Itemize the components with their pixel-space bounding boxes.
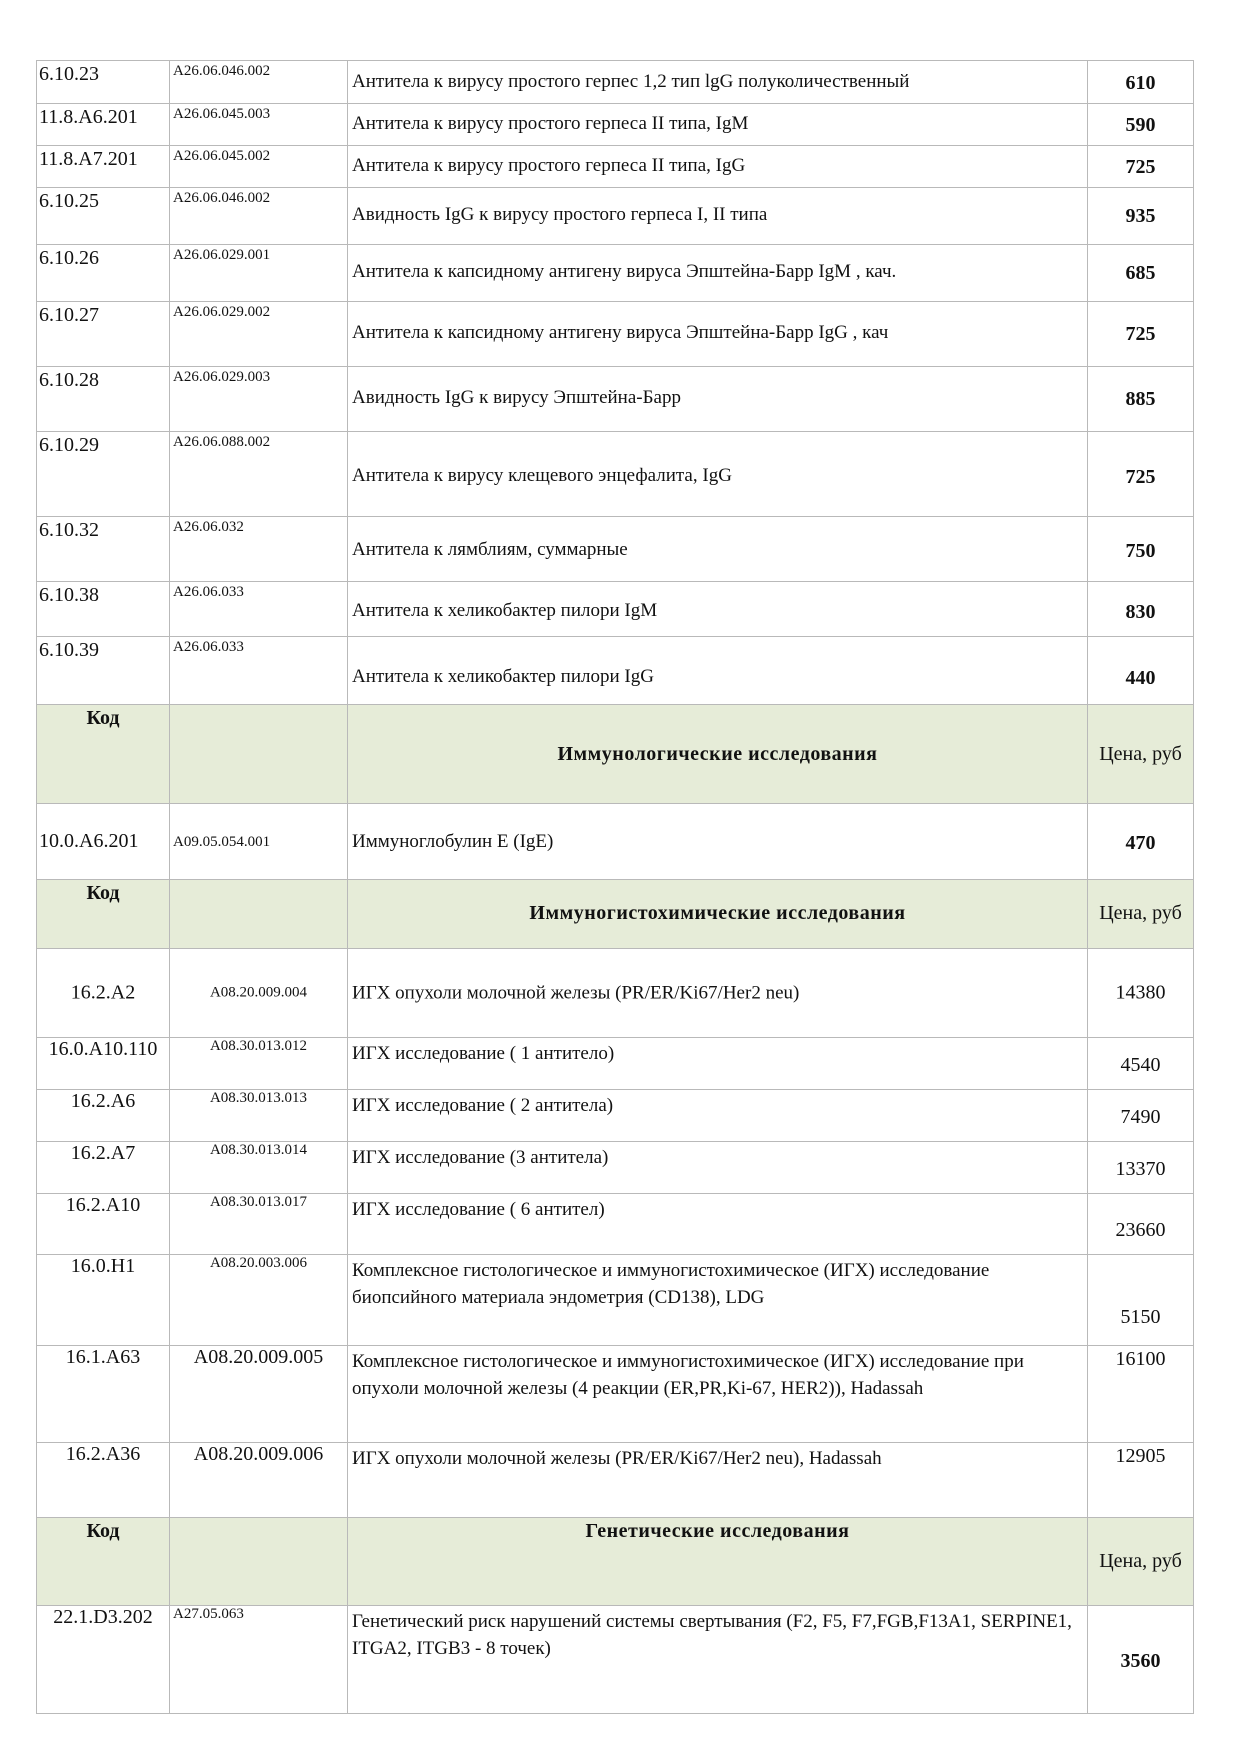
service-price: 4540 (1120, 1054, 1161, 1076)
table-row (37, 804, 1194, 880)
service-price: 23660 (1115, 1219, 1166, 1241)
code-column-header: Код (86, 1520, 120, 1542)
article-code: A08.30.013.017 (209, 1194, 308, 1210)
service-code: 10.0.A6.201 (39, 830, 139, 852)
service-name: ИГХ опухоли молочной железы (PR/ER/Ki67/Her2 neu) (352, 982, 800, 1004)
section-header (37, 1518, 1194, 1606)
service-name: Антитела к вирусу простого герпеса II типа, IgG (352, 155, 746, 176)
code-column-header: Код (86, 707, 120, 729)
table-row (37, 1090, 1194, 1142)
service-price: 610 (1125, 72, 1156, 94)
service-code: 16.2.A6 (70, 1090, 136, 1112)
service-code: 16.0.A10.110 (48, 1038, 158, 1060)
article-code: A26.06.088.002 (173, 434, 271, 450)
service-price: 5150 (1120, 1306, 1161, 1328)
table-row (37, 432, 1194, 517)
table-row (37, 1443, 1194, 1518)
section-title: Иммунологические исследования (557, 743, 878, 765)
service-price: 16100 (1115, 1348, 1166, 1370)
article-code: A08.20.009.006 (193, 1443, 324, 1465)
table-row (37, 1346, 1194, 1443)
service-price: 440 (1125, 667, 1156, 689)
article-code: A26.06.029.002 (173, 304, 271, 320)
section-header (37, 880, 1194, 949)
service-name: ИГХ исследование ( 1 антитело) (352, 1043, 615, 1064)
table-row (37, 1038, 1194, 1090)
table-row (37, 1194, 1194, 1255)
section-title: Иммуногистохимические исследования (529, 902, 906, 924)
service-name: Иммуноглобулин E (IgE) (352, 831, 554, 852)
service-code: 6.10.25 (39, 190, 99, 212)
table-row (37, 302, 1194, 367)
article-code: A26.06.029.003 (173, 369, 271, 385)
service-price: 830 (1125, 601, 1156, 623)
service-name: Антитела к хеликобактер пилори IgM (352, 600, 658, 621)
article-code: A08.30.013.012 (209, 1038, 308, 1054)
service-code: 22.1.D3.202 (53, 1606, 153, 1628)
table-row (37, 188, 1194, 245)
service-price: 685 (1125, 262, 1156, 284)
service-price: 7490 (1120, 1106, 1161, 1128)
table-row (37, 637, 1194, 705)
article-code: A26.06.045.003 (173, 106, 271, 122)
service-code: 6.10.28 (39, 369, 99, 391)
article-code: A08.30.013.014 (209, 1142, 308, 1158)
table-row (37, 367, 1194, 432)
service-price: 725 (1125, 466, 1156, 488)
service-price: 725 (1125, 156, 1156, 178)
service-code: 16.1.A63 (65, 1346, 141, 1368)
service-name: ИГХ исследование ( 6 антител) (352, 1199, 605, 1220)
service-name: Антитела к вирусу простого герпеса II типа, IgM (352, 113, 749, 134)
service-price: 590 (1125, 114, 1156, 136)
service-name: Антитела к хеликобактер пилори IgG (352, 666, 654, 687)
table-row (37, 146, 1194, 188)
article-code: A26.06.045.002 (173, 148, 271, 164)
service-name: ИГХ исследование (3 антитела) (352, 1147, 609, 1168)
service-code: 6.10.27 (39, 304, 99, 326)
service-code: 16.2.A10 (65, 1194, 141, 1216)
service-code: 11.8.A7.201 (39, 148, 138, 170)
service-code: 6.10.38 (39, 584, 99, 606)
service-price: 935 (1125, 205, 1156, 227)
service-name: Генетический риск нарушений системы свертывания (F2, F5, F7,FGB,F13A1, SERPINE1, ITGA2, ITGB3 - 8 точек) (352, 1611, 1072, 1659)
service-name: Антитела к капсидному антигену вируса Эпштейна-Барр IgM , кач. (352, 261, 897, 282)
article-code: A26.06.032 (173, 519, 244, 535)
service-code: 16.2.A7 (70, 1142, 136, 1164)
price-column-header: Цена, руб (1099, 1550, 1182, 1572)
article-code: A08.20.009.004 (209, 984, 308, 1001)
price-column-header: Цена, руб (1099, 902, 1182, 924)
table-row (37, 1606, 1194, 1714)
service-price: 725 (1125, 323, 1156, 345)
service-name: Антитела к вирусу клещевого энцефалита, IgG (352, 465, 732, 486)
table-row (37, 582, 1194, 637)
service-code: 6.10.39 (39, 639, 99, 661)
article-code: A09.05.054.001 (173, 834, 271, 850)
service-code: 16.2.A36 (65, 1443, 141, 1465)
table-row (37, 949, 1194, 1038)
article-code: A08.20.009.005 (193, 1346, 324, 1368)
service-code: 6.10.23 (39, 63, 99, 85)
service-code: 16.2.A2 (70, 981, 136, 1004)
price-table (36, 60, 1194, 1714)
service-price: 470 (1125, 832, 1156, 854)
table-row (37, 517, 1194, 582)
article-code: A26.06.046.002 (173, 63, 271, 79)
service-code: 6.10.26 (39, 247, 99, 269)
service-name: Комплексное гистологическое и иммуногистохимическое (ИГХ) исследование при опухоли молочной железы (4 реакции (ER,PR,Ki-67, HER2)), Hadassah (352, 1351, 1024, 1399)
service-price: 3560 (1120, 1650, 1161, 1672)
service-name: Авидность IgG к вирусу Эпштейна-Барр (352, 387, 681, 408)
service-name: ИГХ опухоли молочной железы (PR/ER/Ki67/Her2 neu), Hadassah (352, 1448, 882, 1469)
service-name: Авидность IgG к вирусу простого герпеса I, II типа (352, 204, 768, 225)
table-row (37, 1255, 1194, 1346)
article-code: A26.06.033 (173, 584, 244, 600)
service-price: 12905 (1115, 1445, 1166, 1467)
service-price: 750 (1125, 540, 1156, 562)
article-code: A26.06.046.002 (173, 190, 271, 206)
table-row (37, 104, 1194, 146)
price-column-header: Цена, руб (1099, 743, 1182, 765)
service-price: 14380 (1115, 981, 1166, 1004)
service-name: Антитела к лямблиям, суммарные (352, 539, 628, 560)
section-header (37, 705, 1194, 804)
service-name: ИГХ исследование ( 2 антитела) (352, 1095, 614, 1116)
service-price: 13370 (1115, 1158, 1166, 1180)
article-code: A08.20.003.006 (209, 1255, 308, 1271)
article-code: A27.05.063 (173, 1606, 244, 1622)
table-row (37, 245, 1194, 302)
service-name: Антитела к вирусу простого герпес 1,2 тип lgG полуколичественный (352, 71, 910, 92)
article-code: A26.06.029.001 (173, 247, 271, 263)
table-row (37, 1142, 1194, 1194)
section-title: Генетические исследования (585, 1520, 850, 1542)
code-column-header: Код (86, 882, 120, 904)
article-code: A08.30.013.013 (209, 1090, 308, 1106)
service-code: 11.8.A6.201 (39, 106, 138, 128)
service-code: 6.10.32 (39, 519, 99, 541)
service-name: Антитела к капсидному антигену вируса Эпштейна-Барр IgG , кач (352, 322, 889, 343)
table-row (37, 61, 1194, 104)
service-code: 6.10.29 (39, 434, 99, 456)
service-name: Комплексное гистологическое и иммуногистохимическое (ИГХ) исследование биопсийного материала эндометрия (CD138), LDG (352, 1260, 990, 1308)
article-code: A26.06.033 (173, 639, 244, 655)
service-code: 16.0.H1 (70, 1255, 136, 1277)
service-price: 885 (1125, 388, 1156, 410)
